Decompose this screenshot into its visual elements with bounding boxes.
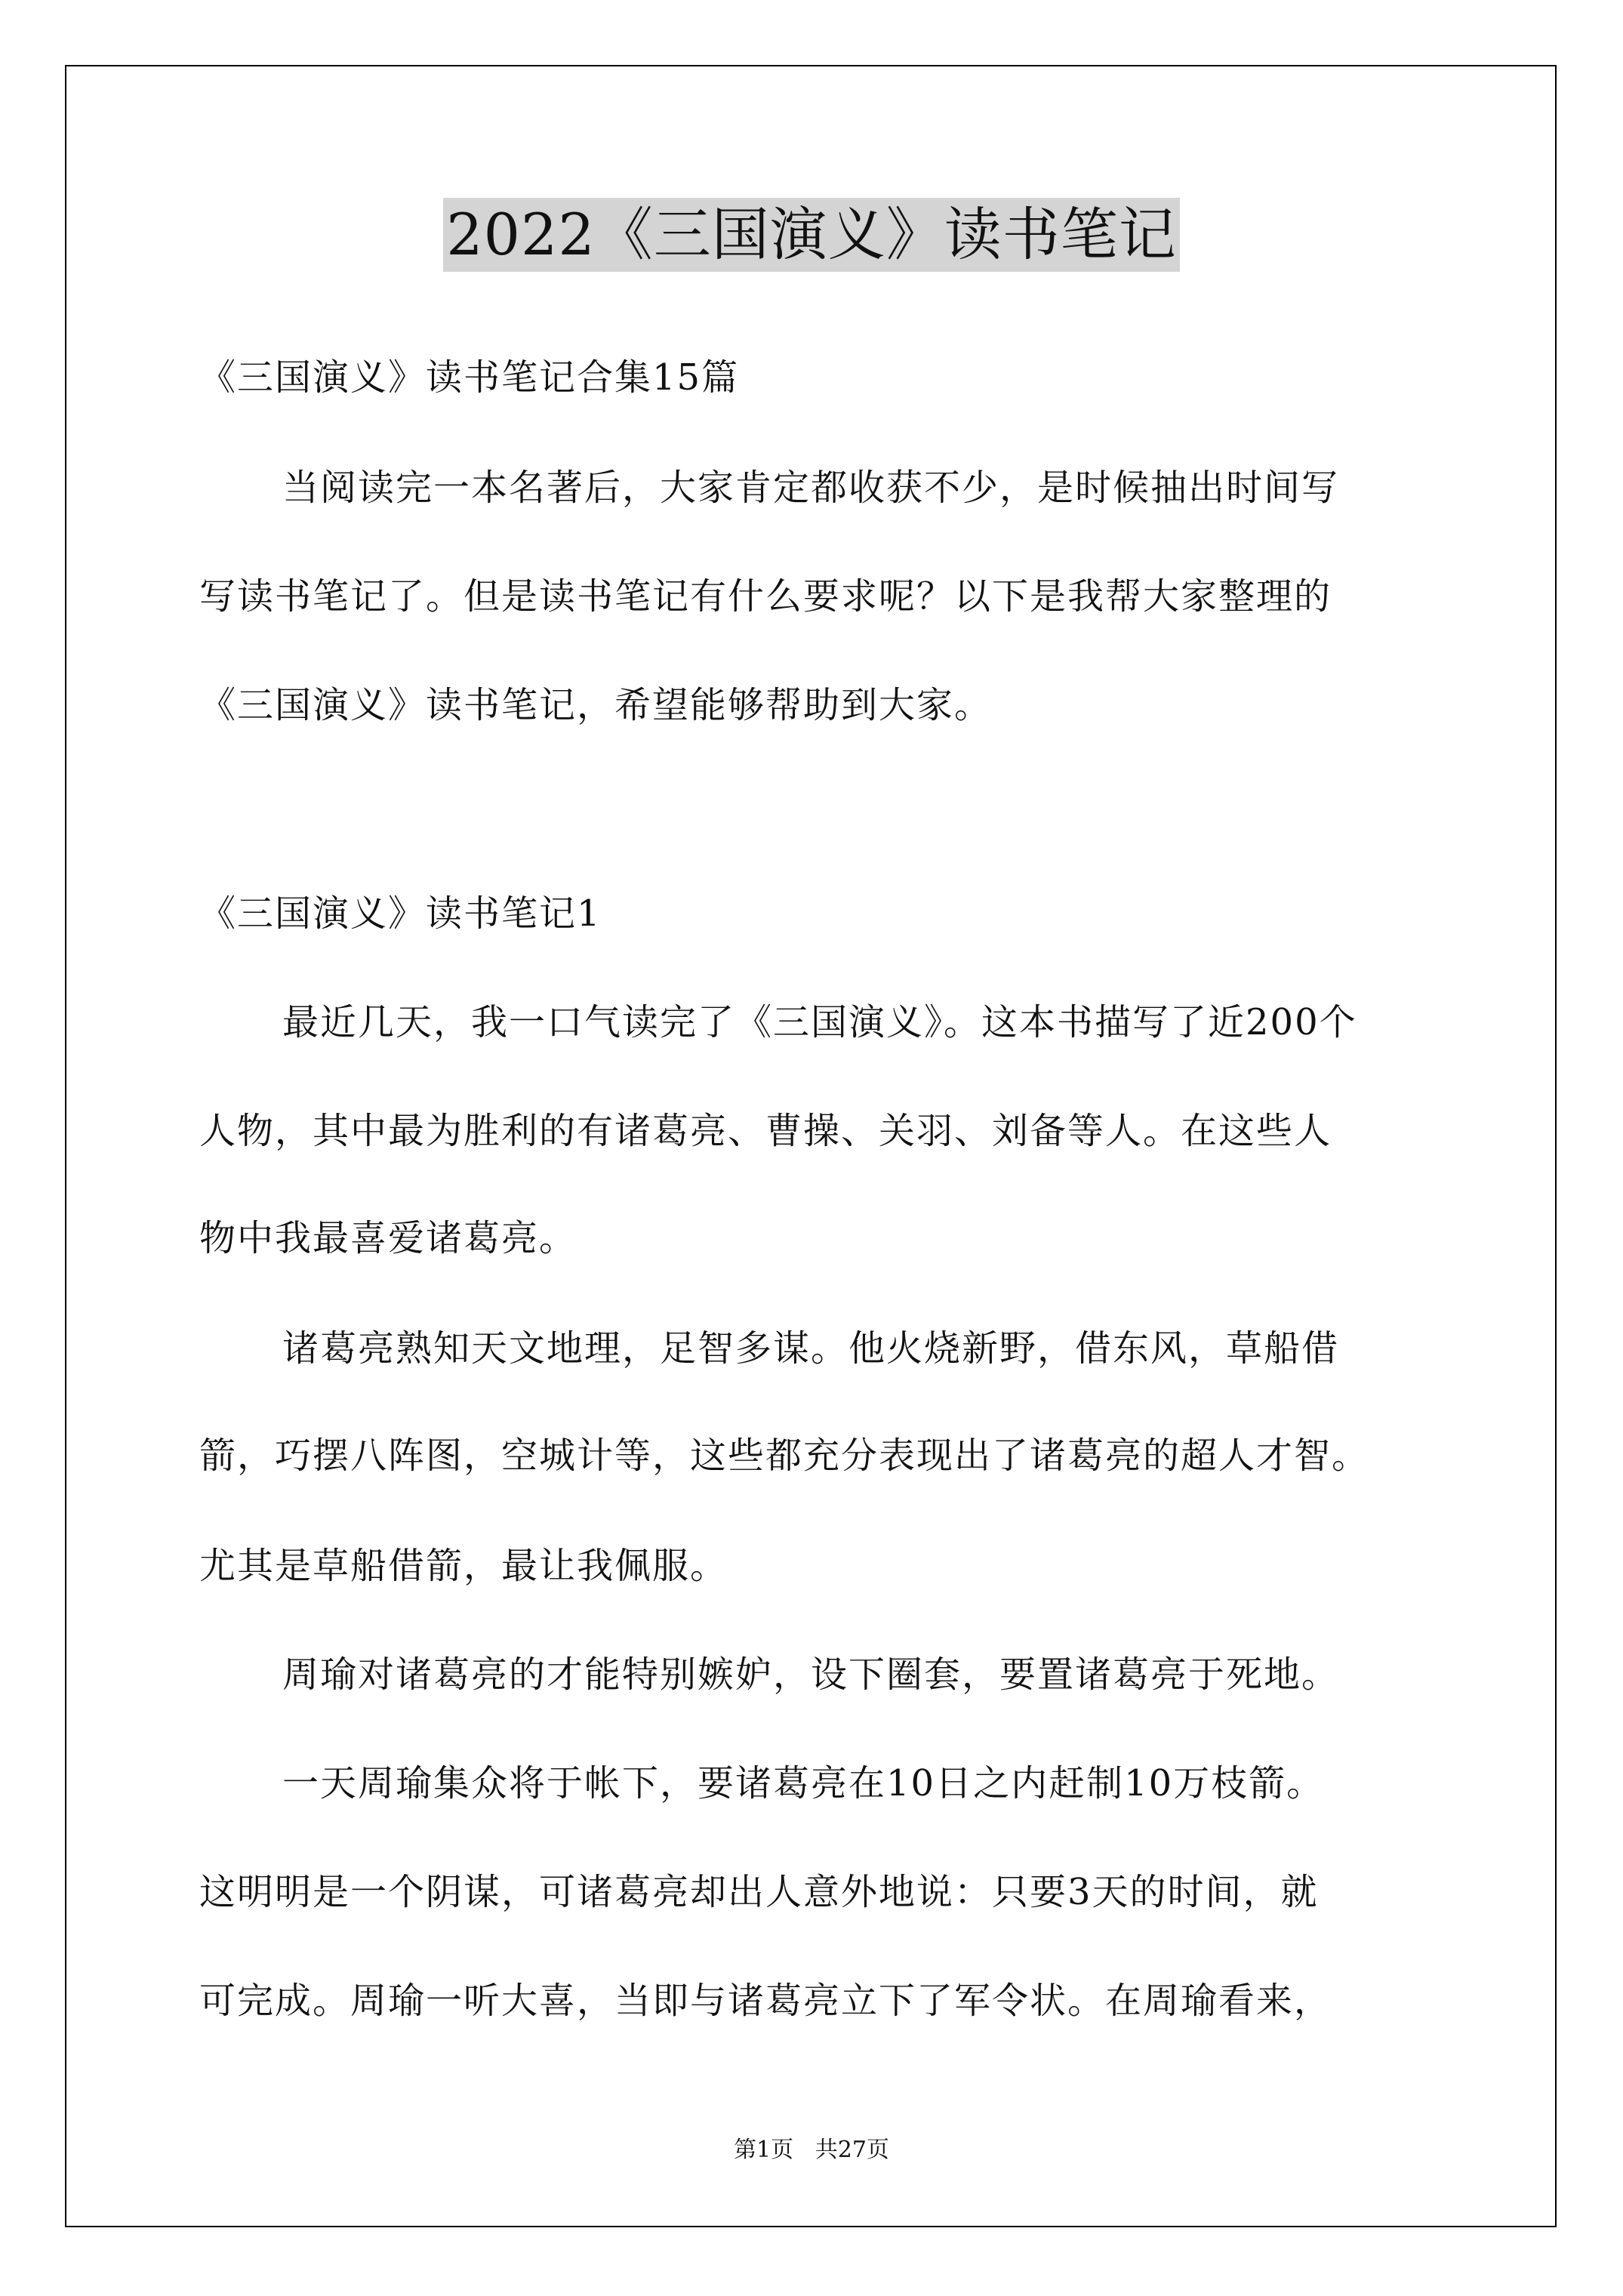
body-line: 人物，其中最为胜利的有诸葛亮、曹操、关羽、刘备等人。在这些人 [199, 1110, 1332, 1152]
body-line: 箭，巧摆八阵图，空城计等，这些都充分表现出了诸葛亮的超人才智。 [199, 1435, 1370, 1477]
intro-line: 写读书笔记了。但是读书笔记有什么要求呢？以下是我帮大家整理的 [199, 575, 1332, 618]
body-line: 尤其是草船借箭，最让我佩服。 [199, 1545, 728, 1587]
page-footer: 第1页 共27页 [734, 2137, 889, 2163]
body-line: 一天周瑜集众将于帐下，要诸葛亮在10日之内赶制10万枝箭。 [282, 1762, 1325, 1804]
title-container [0, 198, 1623, 272]
subtitle: 《三国演义》读书笔记合集15篇 [199, 356, 740, 399]
section-heading: 《三国演义》读书笔记1 [199, 892, 602, 935]
body-line: 最近几天，我一口气读完了《三国演义》。这本书描写了近200个 [282, 1001, 1357, 1043]
body-line: 诸葛亮熟知天文地理，足智多谋。他火烧新野，借东风，草船借 [282, 1327, 1340, 1370]
body-line: 周瑜对诸葛亮的才能特别嫉妒，设下圈套，要置诸葛亮于死地。 [282, 1653, 1340, 1696]
intro-line: 《三国演义》读书笔记，希望能够帮助到大家。 [199, 684, 993, 726]
document-title: 2022《三国演义》读书笔记 [443, 198, 1179, 272]
body-line: 可完成。周瑜一听大喜，当即与诸葛亮立下了军令状。在周瑜看来， [199, 1980, 1332, 2022]
body-line: 物中我最喜爱诸葛亮。 [199, 1217, 577, 1259]
body-line: 这明明是一个阴谋，可诸葛亮却出人意外地说：只要3天的时间，就 [199, 1871, 1319, 1913]
intro-line: 当阅读完一本名著后，大家肯定都收获不少，是时候抽出时间写 [282, 467, 1340, 509]
